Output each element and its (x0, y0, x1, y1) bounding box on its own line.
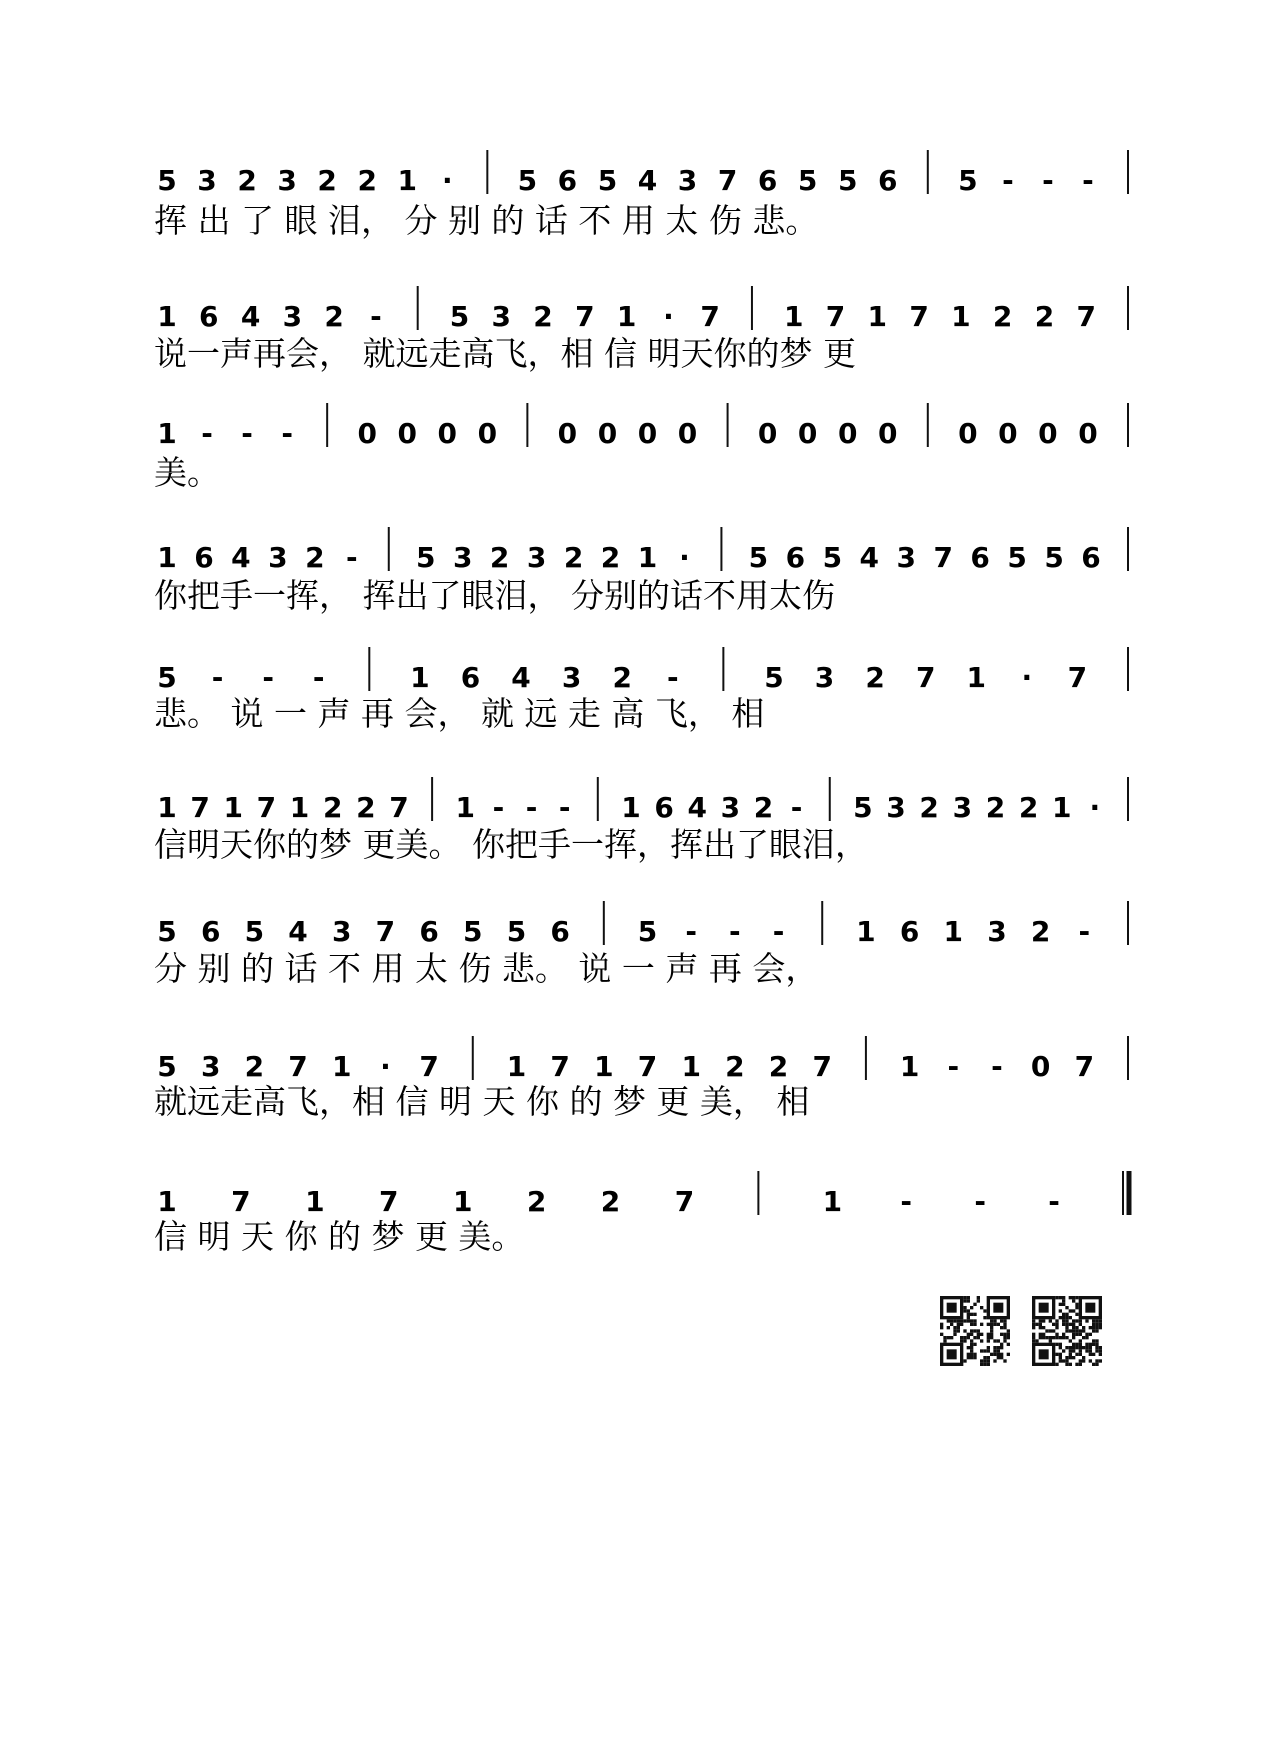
note: 2 (324, 300, 344, 333)
note: 5 (449, 300, 470, 333)
lyrics-line: 信明天你的梦 更美。 你把手一挥，挥出了眼泪， (154, 825, 868, 864)
note: - (772, 915, 785, 948)
note: 6 (200, 915, 221, 948)
note: 1 (157, 1185, 177, 1218)
note: 0 (677, 417, 698, 450)
note: - (790, 791, 803, 824)
note: 2 (865, 661, 885, 694)
note: 1 (157, 541, 177, 574)
note: 6 (194, 541, 214, 574)
note: - (201, 417, 213, 450)
note: 1 (410, 661, 430, 694)
lyrics-line: 信 明 天 你 的 梦 更 美。 (154, 1217, 525, 1256)
note: · (441, 164, 453, 197)
note: · (679, 541, 690, 574)
note: 0 (1030, 1050, 1051, 1083)
note: 0 (958, 417, 978, 450)
note: 0 (437, 417, 458, 450)
note: - (281, 417, 293, 450)
note: 1 (681, 1050, 701, 1083)
note: 3 (277, 164, 297, 197)
note: 0 (1078, 417, 1098, 450)
note: 5 (597, 164, 618, 197)
note: - (1042, 164, 1054, 197)
note: 2 (985, 791, 1006, 824)
note: 1 (1051, 791, 1072, 824)
note: · (1021, 661, 1033, 694)
note: 2 (563, 541, 584, 574)
note: 5 (837, 164, 858, 197)
note: 7 (419, 1050, 439, 1083)
note: 6 (878, 164, 898, 197)
note: 1 (616, 300, 637, 333)
note: - (345, 541, 358, 574)
note: 7 (379, 1185, 399, 1218)
lyrics-line: 悲。 说 一 声 再 会， 就 远 走 高 飞， 相 (154, 694, 765, 733)
note: · (380, 1050, 391, 1083)
note: 2 (725, 1050, 745, 1083)
note: 3 (331, 915, 352, 948)
note: - (558, 791, 571, 824)
lyrics-line: 分 别 的 话 不 用 太 伤 悲。 说 一 声 再 会， (154, 949, 819, 988)
note: 7 (674, 1185, 695, 1218)
note: 1 (157, 417, 177, 450)
note: 2 (317, 164, 337, 197)
note: - (991, 1050, 1003, 1083)
note: 1 (157, 791, 177, 824)
note: 1 (822, 1185, 843, 1218)
note: 1 (157, 300, 177, 333)
note: - (1078, 915, 1091, 948)
note: - (974, 1185, 986, 1218)
note: 4 (637, 164, 658, 197)
note: 7 (825, 300, 846, 333)
note: 5 (958, 164, 978, 197)
note: - (1082, 164, 1094, 197)
note: 1 (783, 300, 804, 333)
note: 1 (867, 300, 888, 333)
note: 5 (748, 541, 769, 574)
note: 2 (992, 300, 1013, 333)
note: 6 (899, 915, 920, 948)
note: 5 (764, 661, 784, 694)
note: 5 (517, 164, 538, 197)
note: 7 (550, 1050, 570, 1083)
note: 7 (637, 1050, 658, 1083)
note: 6 (199, 300, 219, 333)
note: 0 (397, 417, 417, 450)
note: 1 (594, 1050, 614, 1083)
note: 7 (389, 791, 409, 824)
note: 2 (237, 164, 257, 197)
note: 5 (157, 164, 177, 197)
note: 0 (1038, 417, 1058, 450)
note: 7 (915, 661, 936, 694)
note: 0 (797, 417, 818, 450)
lyrics-line: 就远走高飞，相 信 明 天 你 的 梦 更 美， 相 (154, 1082, 810, 1121)
note: - (241, 417, 253, 450)
note: 4 (240, 300, 261, 333)
note: 3 (987, 915, 1007, 948)
note: - (666, 661, 679, 694)
note: - (685, 915, 697, 948)
note: - (211, 661, 224, 694)
note: 3 (677, 164, 698, 197)
note: 2 (533, 300, 553, 333)
note: 1 (637, 541, 658, 574)
lyrics-line: 说一声再会， 就远走高飞，相 信 明天你的梦 更 (154, 334, 856, 373)
note: 3 (561, 661, 582, 694)
note: 6 (1081, 541, 1101, 574)
note: 7 (933, 541, 953, 574)
note: 0 (357, 417, 377, 450)
note: 0 (637, 417, 658, 450)
note: 1 (856, 915, 876, 948)
note: 2 (600, 541, 621, 574)
note: 1 (951, 300, 971, 333)
note: 2 (919, 791, 939, 824)
note: 2 (526, 1185, 547, 1218)
note: 4 (288, 915, 308, 948)
note: 0 (557, 417, 578, 450)
note: 6 (419, 915, 439, 948)
note: 4 (859, 541, 880, 574)
note: · (1089, 791, 1101, 824)
note: 7 (717, 164, 738, 197)
note: 3 (282, 300, 303, 333)
note: 1 (289, 791, 310, 824)
note: 1 (223, 791, 244, 824)
note: 5 (157, 661, 177, 694)
note: 5 (463, 915, 483, 948)
note: 0 (757, 417, 778, 450)
note: 5 (637, 915, 658, 948)
note: 7 (812, 1050, 832, 1083)
note: - (947, 1050, 960, 1083)
note: 2 (1030, 915, 1051, 948)
note: - (1002, 164, 1014, 197)
note: 6 (785, 541, 806, 574)
note: 5 (415, 541, 436, 574)
note: 3 (952, 791, 973, 824)
qr-code-icon (940, 1296, 1010, 1366)
note: 2 (322, 791, 343, 824)
note: 2 (244, 1050, 265, 1083)
note: 3 (452, 541, 473, 574)
note: 2 (357, 164, 377, 197)
note: 0 (878, 417, 898, 450)
note: 5 (157, 915, 177, 948)
note: 3 (197, 164, 217, 197)
note: 3 (886, 791, 906, 824)
note: 6 (970, 541, 990, 574)
note: - (525, 791, 538, 824)
note: 1 (966, 661, 987, 694)
note: - (370, 300, 382, 333)
note: 4 (687, 791, 707, 824)
note: 1 (943, 915, 964, 948)
note: 1 (506, 1050, 527, 1083)
note: 0 (998, 417, 1018, 450)
note: 2 (356, 791, 376, 824)
note: 6 (557, 164, 578, 197)
note: 2 (753, 791, 774, 824)
note: 1 (305, 1185, 325, 1218)
note: · (663, 300, 674, 333)
note: 1 (397, 164, 417, 197)
note: 5 (1044, 541, 1064, 574)
note: 2 (1034, 300, 1055, 333)
note: 7 (575, 300, 595, 333)
note: 5 (157, 1050, 177, 1083)
note: 0 (837, 417, 858, 450)
lyrics-line: 美。 (154, 453, 220, 492)
note: 5 (506, 915, 527, 948)
note: 1 (621, 791, 641, 824)
note: 5 (244, 915, 265, 948)
note: 7 (256, 791, 277, 824)
note: 4 (511, 661, 531, 694)
note: 5 (853, 791, 873, 824)
note: 6 (550, 915, 570, 948)
note: 3 (268, 541, 288, 574)
note: - (900, 1185, 913, 1218)
note: 6 (460, 661, 481, 694)
note: 4 (231, 541, 251, 574)
note: 7 (288, 1050, 308, 1083)
note: 3 (526, 541, 547, 574)
note: 2 (1018, 791, 1039, 824)
note: 6 (757, 164, 778, 197)
note: 3 (896, 541, 916, 574)
note: 7 (700, 300, 720, 333)
note: 3 (720, 791, 741, 824)
note: 7 (190, 791, 210, 824)
note: - (312, 661, 325, 694)
note: 0 (477, 417, 498, 450)
lyrics-line: 你把手一挥， 挥出了眼泪， 分别的话不用太伤 (154, 576, 835, 615)
note: 1 (452, 1185, 473, 1218)
note: 7 (909, 300, 929, 333)
note: - (262, 661, 274, 694)
note: - (729, 915, 741, 948)
note: 5 (797, 164, 818, 197)
note: 0 (597, 417, 618, 450)
note: 1 (899, 1050, 920, 1083)
note: 6 (654, 791, 674, 824)
note: 5 (822, 541, 843, 574)
note: 5 (1007, 541, 1027, 574)
note: 1 (455, 791, 475, 824)
note: 3 (491, 300, 512, 333)
note: 2 (489, 541, 510, 574)
note: 7 (1067, 661, 1088, 694)
lyrics-line: 挥 出 了 眼 泪， 分 别 的 话 不 用 太 伤 悲。 (154, 201, 819, 240)
note: 7 (231, 1185, 251, 1218)
qr-code-icon (1032, 1296, 1102, 1366)
note: 3 (814, 661, 835, 694)
note: 3 (200, 1050, 221, 1083)
note: - (1048, 1185, 1060, 1218)
note: 7 (1074, 1050, 1095, 1083)
note: 2 (600, 1185, 621, 1218)
note: 1 (331, 1050, 352, 1083)
note: 2 (305, 541, 325, 574)
note: 7 (375, 915, 396, 948)
note: - (492, 791, 505, 824)
note: 2 (768, 1050, 789, 1083)
note: 7 (1076, 300, 1096, 333)
note: 2 (612, 661, 632, 694)
